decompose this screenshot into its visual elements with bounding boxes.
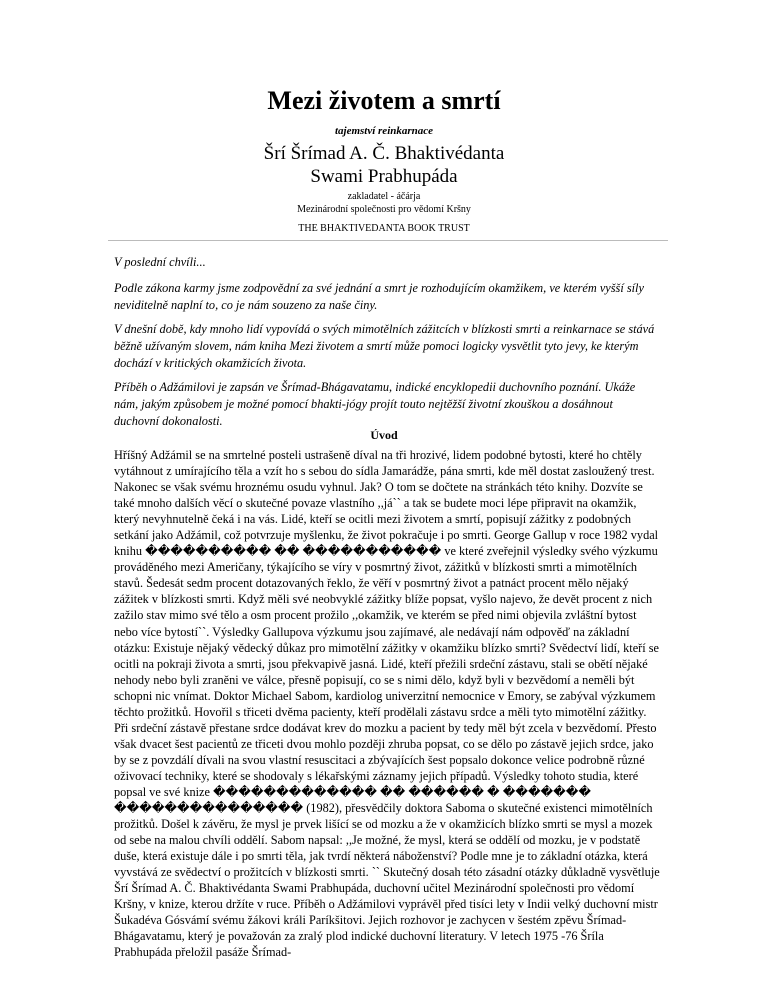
founder-line-1: zakladatel - áčárja <box>347 191 421 202</box>
author-name <box>0 142 768 188</box>
preface-p1: V poslední chvíli... <box>114 255 206 269</box>
author-line-1: Šrí Šrímad A. Č. Bhaktivédanta <box>263 143 505 164</box>
founder-line-2: Mezinárodní společnosti pro vědomí Kršny <box>297 204 471 215</box>
preface-p2: Podle zákona karmy jsme zodpovědní za své jednání a smrt je rozhodujícím okamžikem, ve kterém vyšší síly neviditelně naplní to, co je nám souzeno za naše činy. <box>114 281 644 313</box>
book-title: Mezi životem a smrtí <box>267 86 501 115</box>
divider <box>108 240 668 241</box>
intro-heading: Úvod <box>370 428 398 442</box>
author-line-2: Swami Prabhupáda <box>310 166 458 187</box>
intro-body: Hříšný Adžámil se na smrtelné posteli ustrašeně díval na tři hrozivé, lidem podobné bytosti, které ho chtěly vytáhnout z umírajícího těla a vzít ho s sebou do sídla Jamarádže, pána smrti, kde měl dostat zasloužený trest. Nakonec se však svému hroznému osudu vyhnul. Jak? O tom se dočtete na stránkách této knihy. Dozvíte se také mnoho dalších věcí o skutečné povaze vlastního ,,já`` a tak se budete moci lépe připravit na okamžik, který nevyhnutelně čeká i na vás. Lidé, kteří se ocitli mezi životem a smrtí, popisují zážitky z podobných setkání jako Adžámil, což potvrzuje myšlenku, že život pokračuje i po smrti. George Gallup v roce 1982 vydal knihu ���������� �� ����������� ve které zveřejnil výsledky svého výzkumu prováděného mezi Američany, týkajícího se víry v posmrtný život, zážitků v blízkosti smrti a mimotělních stavů. Šedesát sedm procent dotazovaných řeklo, že věří v posmrtný život a patnáct procent mělo nějaký zážitek v blízkosti smrti. Když měli své neobvyklé zážitky blíže popsat, vyšlo najevo, že devět procent z nich zažilo stav mimo své tělo a osm procent prožilo ,,okamžik, ve kterém se před nimi objevila zvláštní bytost nebo více bytostí``. Výsledky Gallupova výzkumu jsou zajímavé, ale nedávají nám odpověď na základní otázku: Existuje nějaký vědecký důkaz pro mimotělní zážitky v okamžiku blízko smrti? Svědectví lidí, kteří se ocitli na pokraji života a smrti, jsou překvapivě jasná. Lidé, kteří přežili srdeční zástavu, stali se obětí nějaké nehody nebo byli zraněni ve válce, přesně popisují, co se s nimi dělo, když byli v bezvědomí a neměli být schopni nic vnímat. Doktor Michael Sabom, kardiolog univerzitní nemocnice v Emory, se zabýval výzkumem těchto prožitků. Hovořil s třiceti dvěma pacienty, kteří prodělali zástavu srdce a měli tyto mimotělní zážitky. Při srdeční zástavě přestane srdce dodávat krev do mozku a pacient by tedy měl být zcela v bezvědomí. Přesto však dvacet šest pacientů ze třiceti dvou mohlo později zhruba popsat, co se dělo po zástavě jejich srdce, jako by se z povzdálí dívali na svou vlastní resuscitaci a zbývajících šest popsalo dokonce velice podrobně různé oživovací techniky, které se shodovaly s lékařskými záznamy jejich případů. Výsledky tohoto studia, které popsal ve své knize ������������� �� ������ � ������� ��������������� (1982), přesvědčily doktora Saboma o skutečné existenci mimotělních prožitků. Došel k závěru, že mysl je prvek lišící se od mozku a že v okamžicích blízko smrti se mysl a mozek od sebe na malou chvíli oddělí. Sabom napsal: ,,Je možné, že mysl, která se oddělí od mozku, je v podstatě duše, která existuje dále i po smrti těla, jak tvrdí některá náboženství? Podle mne je to základní otázka, která vyvstává ze svědectví o prožitcích v blízkosti smrti. `` Skutečný dosah této zásadní otázky důkladně vysvětluje Šrí Šrímad A. Č. Bhaktivédanta Swami Prabhupáda, duchovní učitel Mezinárodní společnosti pro vědomí Kršny, v knize, kterou držíte v ruce. Příběh o Adžámilovi vyprávěl před tisíci lety v Indii velký duchovní mistr Šukadéva Gósvámí svému žákovi králi Paríkšitovi. Jejich rozhovor je zachycen v šestém zpěvu Šrímad-Bhágavatamu, který je považován za zralý plod indické duchovní literatury. V letech 1975 -76 Šríla Prabhupáda přeložil pasáže Šrímad- <box>114 448 660 960</box>
book-subtitle: tajemství reinkarnace <box>334 125 434 137</box>
preface-p4: Příběh o Adžámilovi je zapsán ve Šrímad-Bhágavatamu, indické encyklopedii duchovního poznání. Ukáže nám, jakým způsobem je možné pomocí bhakti-jógy projít touto nejtěžší životní zkouškou a dosáhnout duchovní dokonalosti. <box>114 380 636 429</box>
publisher: THE BHAKTIVEDANTA BOOK TRUST <box>298 223 470 234</box>
preface-p3: V dnešní době, kdy mnoho lidí vypovídá o svých mimotělních zážitcích v blízkosti smrti a reinkarnace se stává běžně užívaným slovem, nám kniha Mezi životem a smrtí může pomoci logicky vysvětlit tyto jevy, ke kterým dochází v kritických okamžicích života. <box>114 322 655 371</box>
